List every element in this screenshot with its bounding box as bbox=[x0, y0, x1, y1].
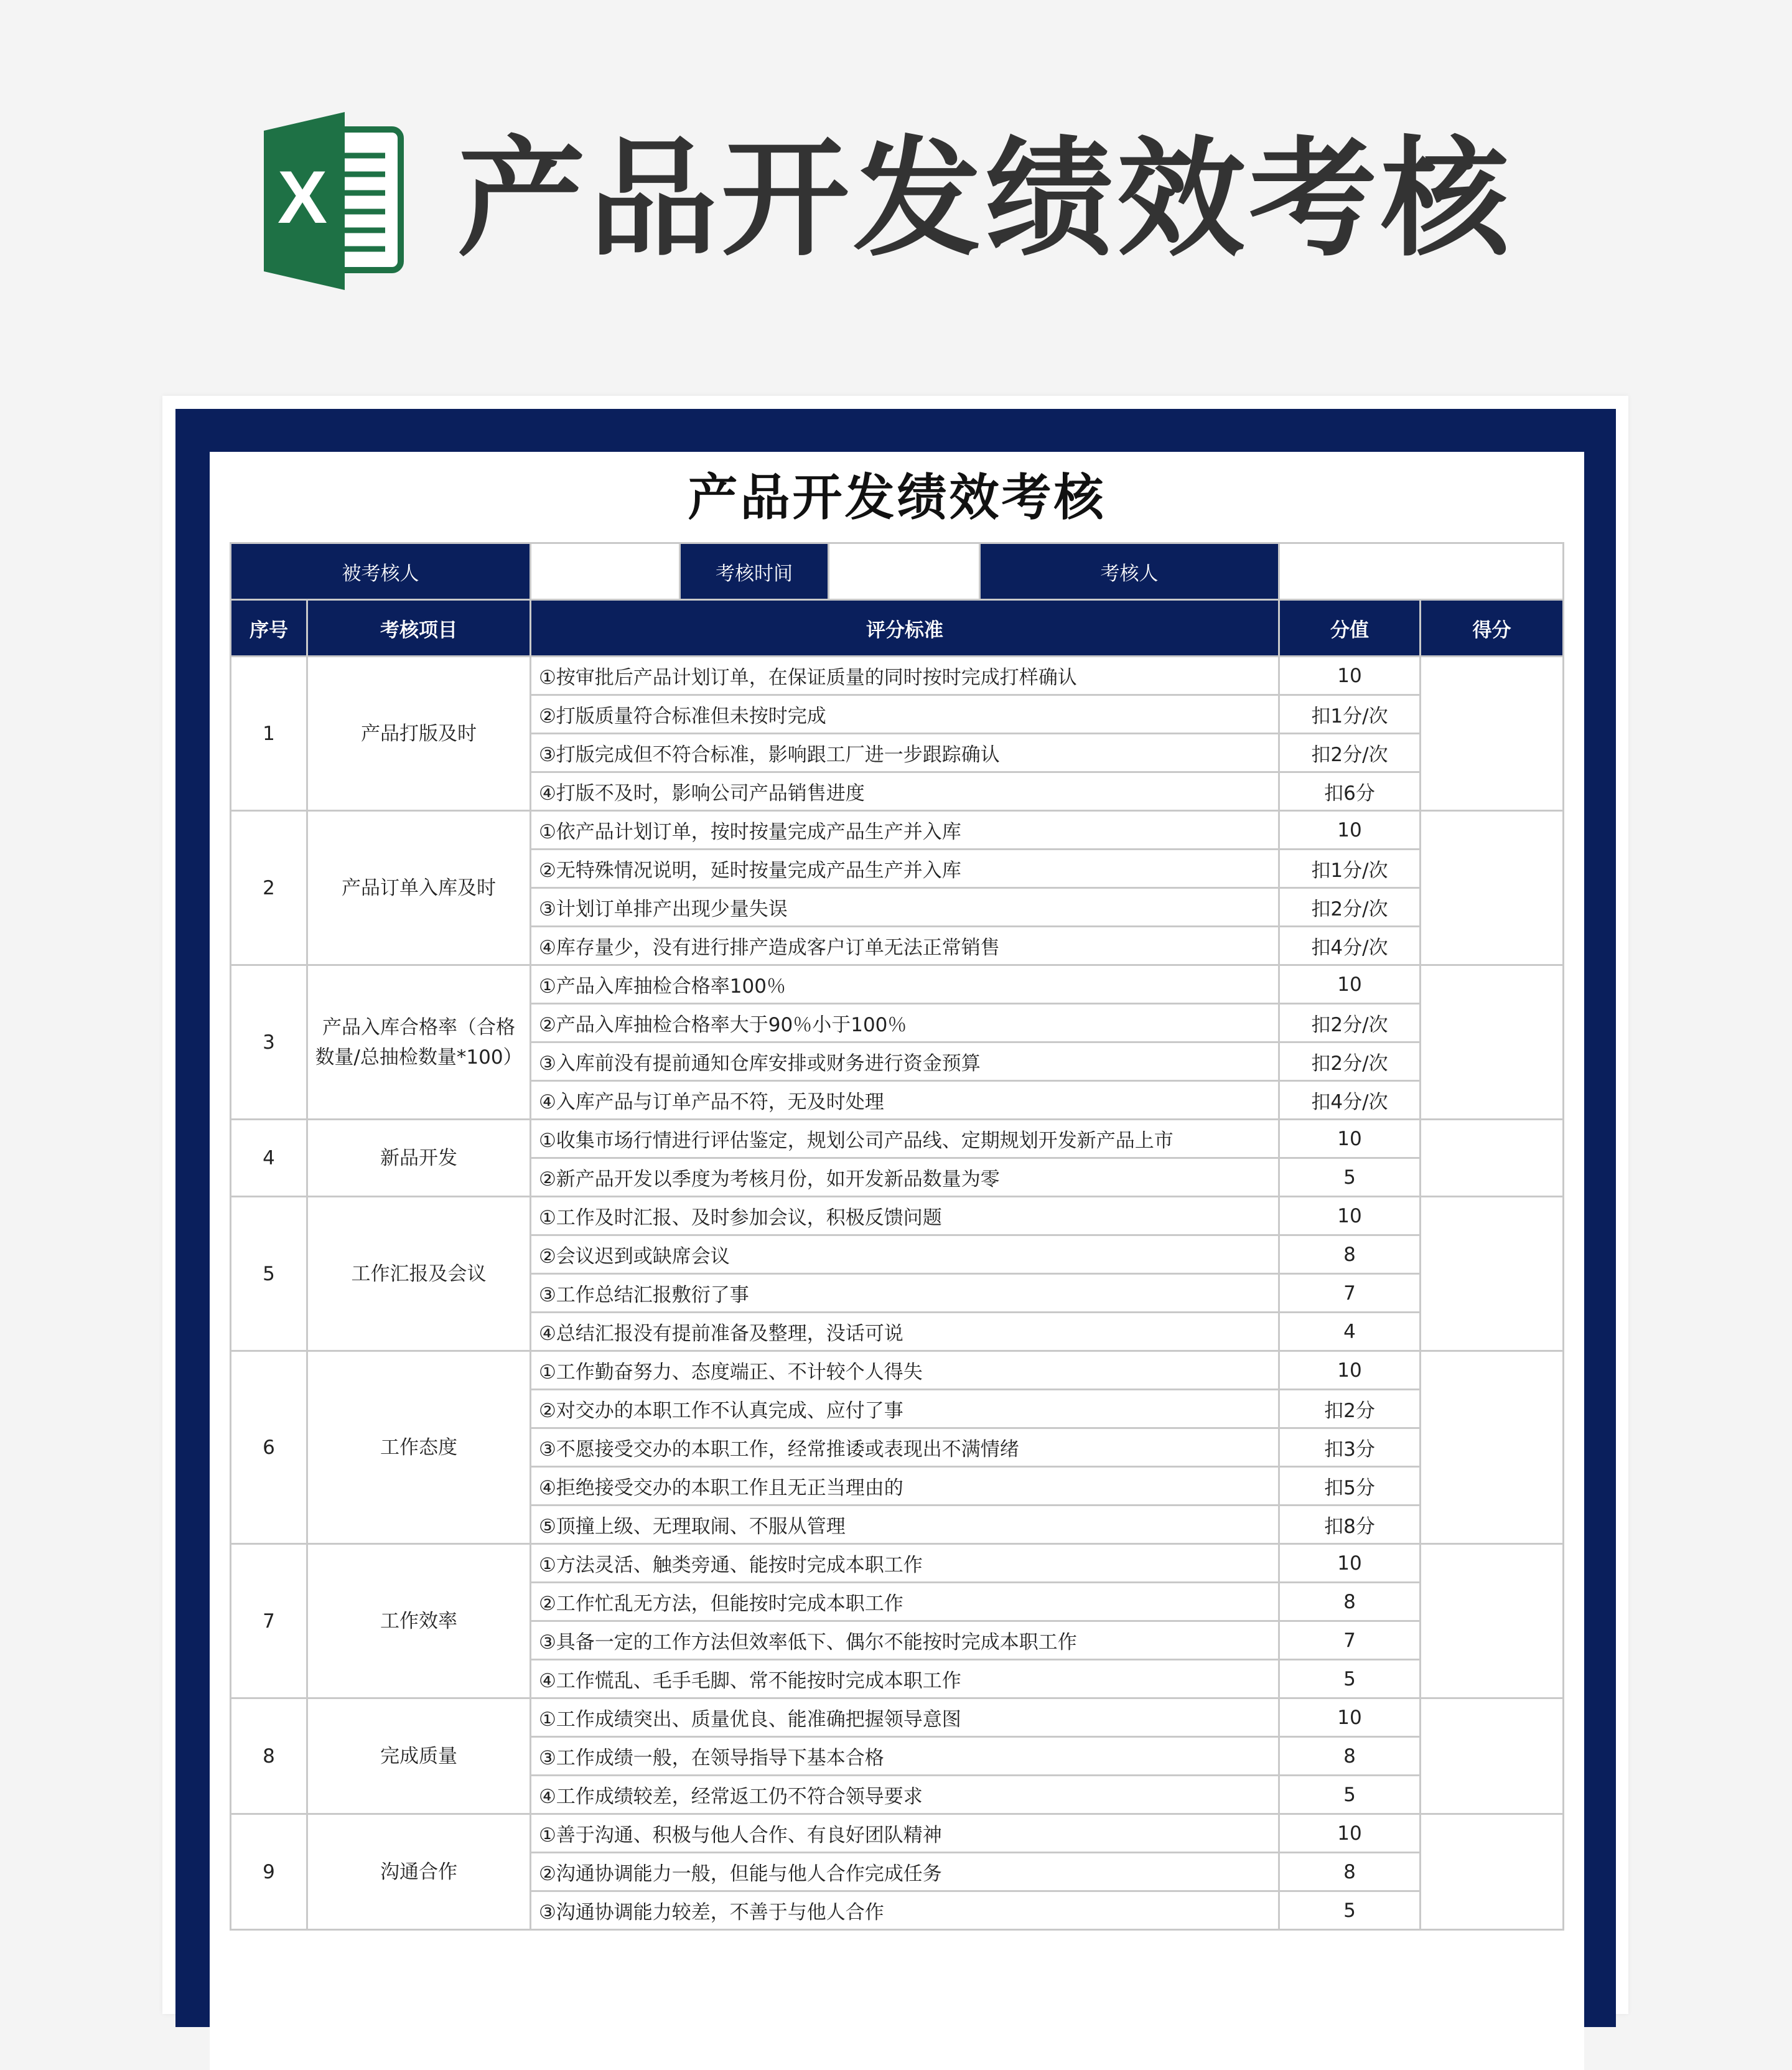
item-number: 2 bbox=[231, 811, 307, 965]
table-row bbox=[231, 1814, 1564, 1853]
score-input[interactable] bbox=[1421, 1351, 1564, 1544]
criteria-cell: ①依产品计划订单，按时按量完成产品生产并入库 bbox=[531, 811, 1279, 850]
item-number: 9 bbox=[231, 1814, 307, 1930]
table-row bbox=[231, 1698, 1564, 1737]
time-input[interactable] bbox=[829, 543, 980, 600]
points-cell: 8 bbox=[1279, 1737, 1421, 1776]
criteria-cell: ⑤顶撞上级、无理取闹、不服从管理 bbox=[531, 1506, 1279, 1544]
points-cell: 10 bbox=[1279, 965, 1421, 1004]
score-input[interactable] bbox=[1421, 1814, 1564, 1930]
item-name: 工作效率 bbox=[307, 1544, 531, 1698]
points-cell: 10 bbox=[1279, 657, 1421, 695]
item-name: 产品入库合格率（合格数量/总抽检数量*100） bbox=[307, 965, 531, 1120]
points-cell: 扣2分 bbox=[1279, 1390, 1421, 1428]
time-label: 考核时间 bbox=[680, 543, 829, 600]
criteria-cell: ①工作勤奋努力、态度端正、不计较个人得失 bbox=[531, 1351, 1279, 1390]
points-cell: 扣1分/次 bbox=[1279, 850, 1421, 888]
points-cell: 扣2分/次 bbox=[1279, 1004, 1421, 1042]
criteria-cell: ③工作成绩一般，在领导指导下基本合格 bbox=[531, 1737, 1279, 1776]
info-row bbox=[231, 543, 1564, 600]
points-cell: 扣8分 bbox=[1279, 1506, 1421, 1544]
criteria-cell: ②无特殊情况说明，延时按量完成产品生产并入库 bbox=[531, 850, 1279, 888]
header-row bbox=[231, 600, 1564, 657]
item-number: 6 bbox=[231, 1351, 307, 1544]
criteria-cell: ②对交办的本职工作不认真完成、应付了事 bbox=[531, 1390, 1279, 1428]
points-cell: 5 bbox=[1279, 1891, 1421, 1930]
points-cell: 10 bbox=[1279, 1351, 1421, 1390]
points-cell: 10 bbox=[1279, 1120, 1421, 1158]
col-header-criteria: 评分标准 bbox=[531, 600, 1279, 657]
item-number: 3 bbox=[231, 965, 307, 1120]
points-cell: 10 bbox=[1279, 1544, 1421, 1583]
points-cell: 8 bbox=[1279, 1853, 1421, 1891]
criteria-cell: ④工作慌乱、毛手毛脚、常不能按时完成本职工作 bbox=[531, 1660, 1279, 1698]
points-cell: 10 bbox=[1279, 811, 1421, 850]
points-cell: 扣5分 bbox=[1279, 1467, 1421, 1506]
criteria-cell: ①产品入库抽检合格率100％ bbox=[531, 965, 1279, 1004]
table-row bbox=[231, 1544, 1564, 1583]
criteria-cell: ①工作及时汇报、及时参加会议，积极反馈问题 bbox=[531, 1197, 1279, 1235]
points-cell: 10 bbox=[1279, 1698, 1421, 1737]
score-input[interactable] bbox=[1421, 1544, 1564, 1698]
table-row bbox=[231, 657, 1564, 695]
assessment-table bbox=[230, 542, 1564, 1931]
points-cell: 8 bbox=[1279, 1235, 1421, 1274]
criteria-cell: ③不愿接受交办的本职工作，经常推诿或表现出不满情绪 bbox=[531, 1428, 1279, 1467]
criteria-cell: ②沟通协调能力一般，但能与他人合作完成任务 bbox=[531, 1853, 1279, 1891]
points-cell: 10 bbox=[1279, 1197, 1421, 1235]
points-cell: 扣4分/次 bbox=[1279, 1081, 1421, 1120]
score-input[interactable] bbox=[1421, 811, 1564, 965]
criteria-cell: ④总结汇报没有提前准备及整理，没话可说 bbox=[531, 1313, 1279, 1351]
excel-logo-icon bbox=[264, 112, 404, 290]
criteria-cell: ④打版不及时，影响公司产品销售进度 bbox=[531, 772, 1279, 811]
criteria-cell: ①按审批后产品计划订单，在保证质量的同时按时完成打样确认 bbox=[531, 657, 1279, 695]
criteria-cell: ③打版完成但不符合标准，影响跟工厂进一步跟踪确认 bbox=[531, 734, 1279, 772]
col-header-points: 分值 bbox=[1279, 600, 1421, 657]
score-input[interactable] bbox=[1421, 657, 1564, 811]
col-header-score: 得分 bbox=[1421, 600, 1564, 657]
table-row bbox=[231, 1351, 1564, 1390]
points-cell: 扣2分/次 bbox=[1279, 734, 1421, 772]
item-name: 完成质量 bbox=[307, 1698, 531, 1814]
svg-text:X: X bbox=[277, 156, 328, 239]
criteria-cell: ①善于沟通、积极与他人合作、有良好团队精神 bbox=[531, 1814, 1279, 1853]
criteria-cell: ④库存量少，没有进行排产造成客户订单无法正常销售 bbox=[531, 927, 1279, 965]
criteria-cell: ②工作忙乱无方法，但能按时完成本职工作 bbox=[531, 1583, 1279, 1621]
criteria-cell: ①工作成绩突出、质量优良、能准确把握领导意图 bbox=[531, 1698, 1279, 1737]
points-cell: 扣2分/次 bbox=[1279, 1042, 1421, 1081]
item-number: 7 bbox=[231, 1544, 307, 1698]
score-input[interactable] bbox=[1421, 1698, 1564, 1814]
score-input[interactable] bbox=[1421, 965, 1564, 1120]
criteria-cell: ③沟通协调能力较差，不善于与他人合作 bbox=[531, 1891, 1279, 1930]
criteria-cell: ①收集市场行情进行评估鉴定，规划公司产品线、定期规划开发新产品上市 bbox=[531, 1120, 1279, 1158]
criteria-cell: ②会议迟到或缺席会议 bbox=[531, 1235, 1279, 1274]
criteria-cell: ①方法灵活、触类旁通、能按时完成本职工作 bbox=[531, 1544, 1279, 1583]
item-name: 沟通合作 bbox=[307, 1814, 531, 1930]
item-number: 8 bbox=[231, 1698, 307, 1814]
score-input[interactable] bbox=[1421, 1120, 1564, 1197]
points-cell: 5 bbox=[1279, 1158, 1421, 1197]
points-cell: 7 bbox=[1279, 1274, 1421, 1313]
points-cell: 5 bbox=[1279, 1776, 1421, 1814]
table-row bbox=[231, 811, 1564, 850]
criteria-cell: ③具备一定的工作方法但效率低下、偶尔不能按时完成本职工作 bbox=[531, 1621, 1279, 1660]
criteria-cell: ③工作总结汇报敷衍了事 bbox=[531, 1274, 1279, 1313]
item-name: 新品开发 bbox=[307, 1120, 531, 1197]
col-header-item: 考核项目 bbox=[307, 600, 531, 657]
points-cell: 5 bbox=[1279, 1660, 1421, 1698]
item-name: 产品打版及时 bbox=[307, 657, 531, 811]
assessee-label: 被考核人 bbox=[231, 543, 531, 600]
points-cell: 4 bbox=[1279, 1313, 1421, 1351]
item-name: 工作态度 bbox=[307, 1351, 531, 1544]
criteria-cell: ②新产品开发以季度为考核月份，如开发新品数量为零 bbox=[531, 1158, 1279, 1197]
points-cell: 8 bbox=[1279, 1583, 1421, 1621]
points-cell: 扣1分/次 bbox=[1279, 695, 1421, 734]
criteria-cell: ②打版质量符合标准但未按时完成 bbox=[531, 695, 1279, 734]
assessor-label: 考核人 bbox=[980, 543, 1279, 600]
points-cell: 10 bbox=[1279, 1814, 1421, 1853]
score-input[interactable] bbox=[1421, 1197, 1564, 1351]
item-number: 1 bbox=[231, 657, 307, 811]
item-number: 4 bbox=[231, 1120, 307, 1197]
points-cell: 扣2分/次 bbox=[1279, 888, 1421, 927]
assessor-input[interactable] bbox=[1279, 543, 1564, 600]
sheet-title: 产品开发绩效考核 bbox=[688, 469, 1106, 527]
assessee-input[interactable] bbox=[531, 543, 680, 600]
criteria-cell: ④入库产品与订单产品不符，无及时处理 bbox=[531, 1081, 1279, 1120]
criteria-cell: ④工作成绩较差，经常返工仍不符合领导要求 bbox=[531, 1776, 1279, 1814]
criteria-cell: ③入库前没有提前通知仓库安排或财务进行资金预算 bbox=[531, 1042, 1279, 1081]
criteria-cell: ③计划订单排产出现少量失误 bbox=[531, 888, 1279, 927]
criteria-cell: ④拒绝接受交办的本职工作且无正当理由的 bbox=[531, 1467, 1279, 1506]
points-cell: 扣3分 bbox=[1279, 1428, 1421, 1467]
item-name: 产品订单入库及时 bbox=[307, 811, 531, 965]
table-row bbox=[231, 1120, 1564, 1158]
col-header-no: 序号 bbox=[231, 600, 307, 657]
item-number: 5 bbox=[231, 1197, 307, 1351]
page-title: 产品开发绩效考核 bbox=[457, 124, 1513, 274]
item-name: 工作汇报及会议 bbox=[307, 1197, 531, 1351]
points-cell: 扣6分 bbox=[1279, 772, 1421, 811]
table-row bbox=[231, 1197, 1564, 1235]
criteria-cell: ②产品入库抽检合格率大于90％小于100％ bbox=[531, 1004, 1279, 1042]
points-cell: 7 bbox=[1279, 1621, 1421, 1660]
table-row bbox=[231, 965, 1564, 1004]
points-cell: 扣4分/次 bbox=[1279, 927, 1421, 965]
